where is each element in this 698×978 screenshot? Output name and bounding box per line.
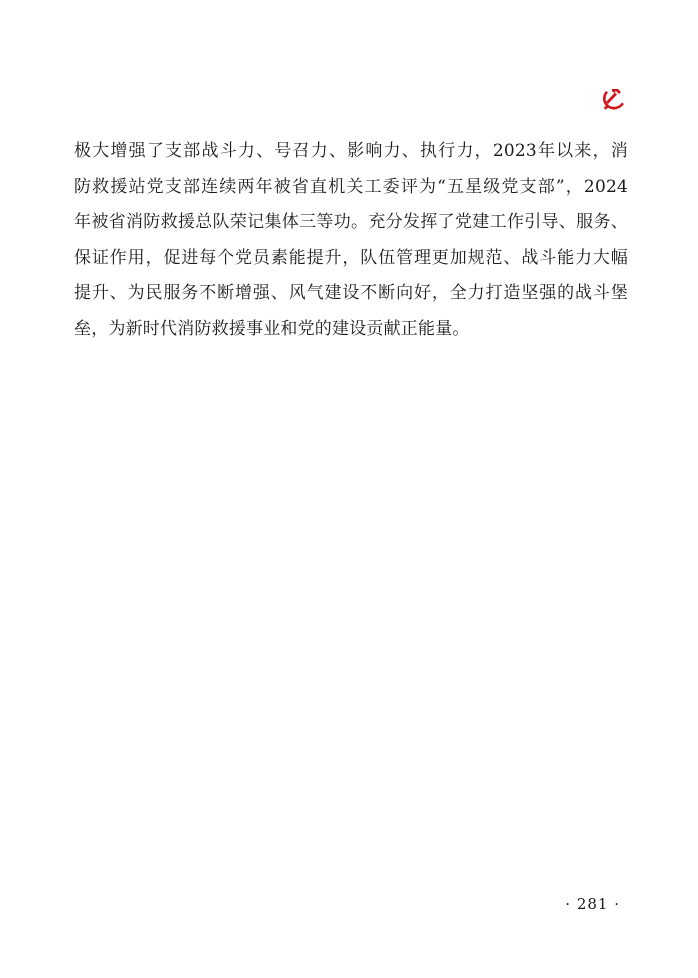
body-paragraph <box>74 134 628 347</box>
body-line: 防救援站党支部连续两年被省直机关工委评为“五星级党支部”，2024 <box>74 176 628 197</box>
party-emblem-icon <box>600 86 626 112</box>
body-line: 极大增强了支部战斗力、号召力、影响力、执行力，2023年以来，消 <box>74 141 628 161</box>
page-number: · 281 · <box>565 895 620 913</box>
body-line: 年被省消防救援总队荣记集体三等功。充分发挥了党建工作引导、服务、 <box>74 212 628 232</box>
body-line: 提升、为民服务不断增强、风气建设不断向好，全力打造坚强的战斗堡 <box>74 283 628 303</box>
body-line: 保证作用，促进每个党员素能提升，队伍管理更加规范、战斗能力大幅 <box>74 247 628 268</box>
body-line: 垒，为新时代消防救援事业和党的建设贡献正能量。 <box>74 318 470 339</box>
